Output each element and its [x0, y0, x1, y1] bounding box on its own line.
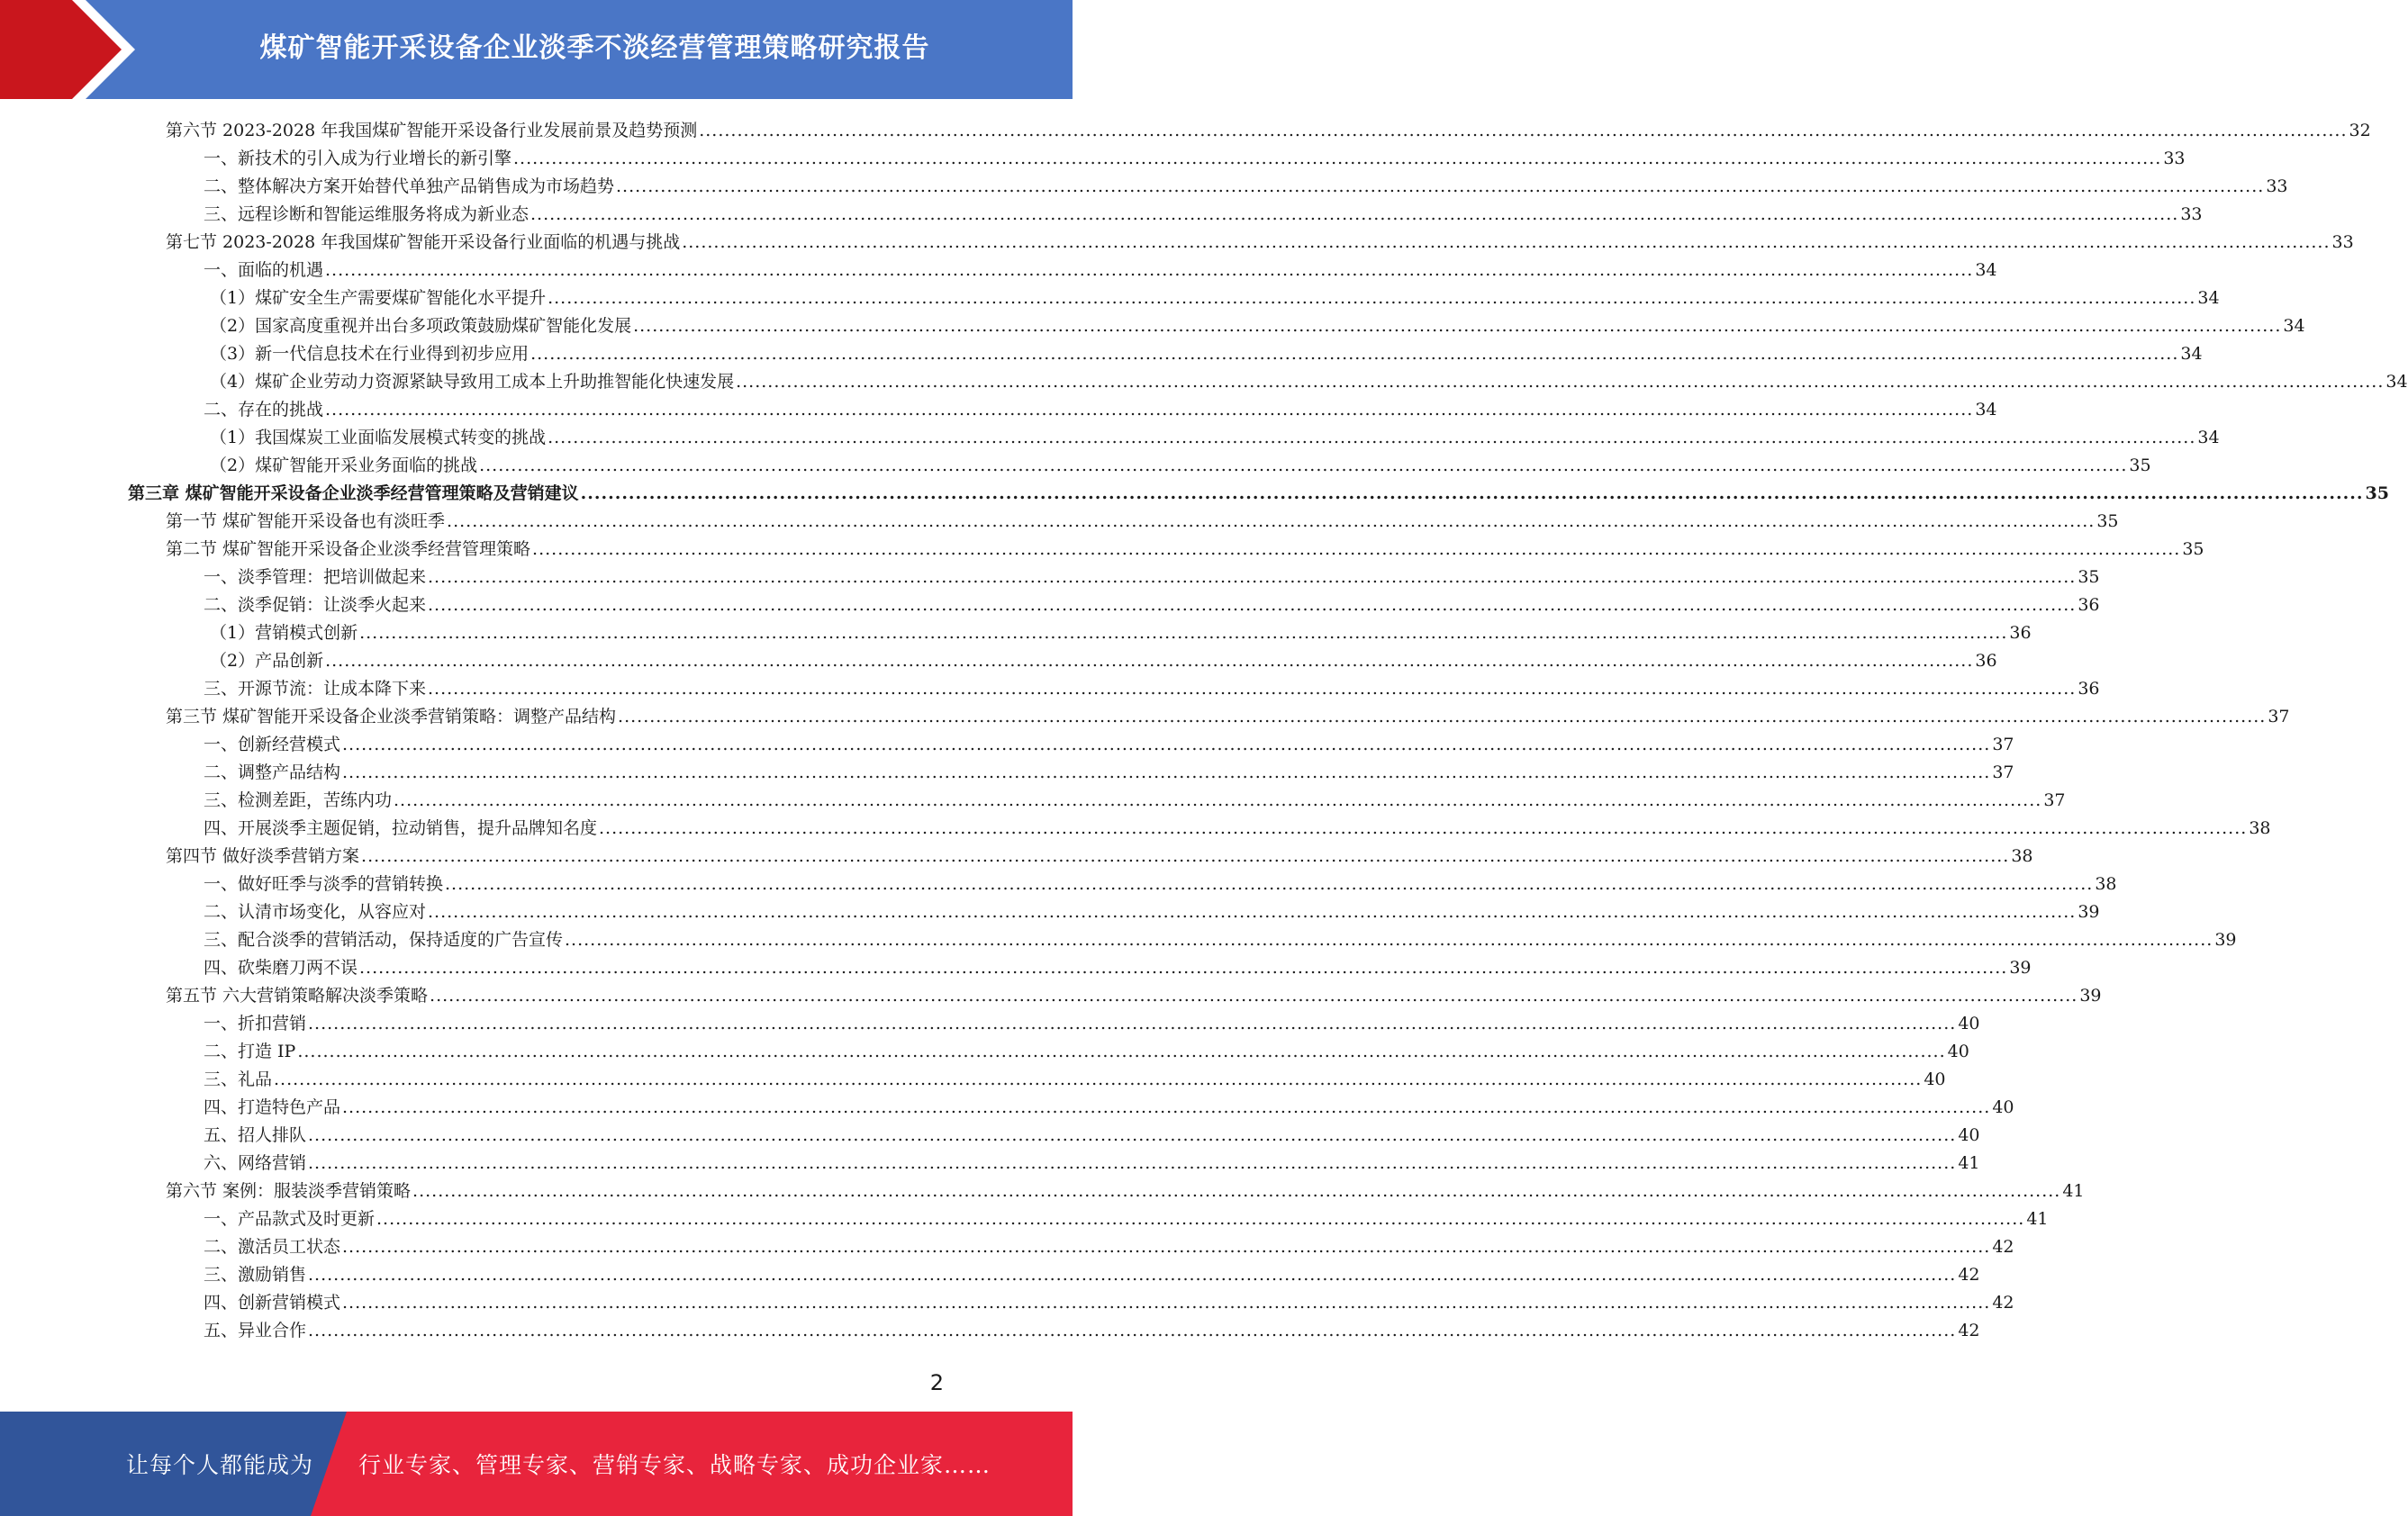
toc-entry-page: 40: [1992, 1097, 2014, 1117]
toc-entry[interactable]: [166, 113, 2371, 141]
toc-entry-title: 四、打造特色产品: [204, 1097, 341, 1117]
toc-entry[interactable]: [210, 448, 2151, 476]
toc-entry-title: （4）煤矿企业劳动力资源紧缺导致用工成本上升助推智能化快速发展: [210, 372, 735, 392]
toc-dot-leader: ....................................................................................................................................................................................................................................................................: [376, 1209, 2025, 1229]
toc-entry-page: 40: [1958, 1014, 1980, 1033]
toc-entry[interactable]: [204, 672, 2100, 699]
toc-entry[interactable]: [210, 309, 2305, 337]
toc-entry[interactable]: [166, 225, 2354, 253]
toc-entry[interactable]: [166, 979, 2102, 1006]
toc-entry[interactable]: [204, 169, 2288, 197]
toc-dot-leader: ....................................................................................................................................................................................................................................................................: [361, 846, 2010, 866]
toc-entry-title: 一、淡季管理：把培训做起来: [204, 567, 427, 587]
toc-entry[interactable]: [204, 141, 2186, 169]
toc-entry-title: （1）营销模式创新: [210, 623, 358, 643]
toc-entry-page: 40: [1924, 1069, 1946, 1089]
toc-entry-title: （2）产品创新: [210, 651, 324, 671]
toc-dot-leader: ....................................................................................................................................................................................................................................................................: [412, 1181, 2061, 1201]
toc-entry-title: 第五节 六大营销策略解决淡季策略: [166, 986, 429, 1006]
toc-dot-leader: ....................................................................................................................................................................................................................................................................: [325, 651, 1974, 671]
toc-entry-page: 42: [1992, 1293, 2014, 1313]
toc-entry-page: 39: [2079, 986, 2102, 1006]
toc-entry-title: 二、淡季促销：让淡季火起来: [204, 595, 427, 615]
toc-entry[interactable]: [204, 895, 2100, 923]
toc-entry[interactable]: [128, 476, 2389, 504]
toc-entry-title: 第三节 煤矿智能开采设备企业淡季营销策略：调整产品结构: [166, 707, 617, 726]
toc-dot-leader: ....................................................................................................................................................................................................................................................................: [616, 176, 2265, 196]
toc-entry-page: 42: [1992, 1237, 2014, 1257]
toc-entry-title: （2）煤矿智能开采业务面临的挑战: [210, 456, 478, 475]
toc-entry-title: 一、做好旺季与淡季的营销转换: [204, 874, 444, 894]
header-arrow-decoration: [0, 0, 135, 99]
toc-dot-leader: ....................................................................................................................................................................................................................................................................: [633, 316, 2282, 336]
toc-entry-page: 40: [1958, 1125, 1980, 1145]
toc-dot-leader: ....................................................................................................................................................................................................................................................................: [445, 874, 2094, 894]
toc-entry-title: 五、招人排队: [204, 1125, 307, 1145]
toc-entry[interactable]: [204, 811, 2271, 839]
toc-entry-page: 39: [2009, 958, 2032, 978]
toc-entry-title: 三、配合淡季的营销活动，保持适度的广告宣传: [204, 930, 564, 950]
toc-dot-leader: ....................................................................................................................................................................................................................................................................: [682, 232, 2331, 252]
toc-dot-leader: ....................................................................................................................................................................................................................................................................: [580, 483, 2364, 503]
toc-entry[interactable]: [204, 1313, 1980, 1341]
toc-entry-title: 第三章 煤矿智能开采设备企业淡季经营管理策略及营销建议: [128, 483, 579, 503]
toc-entry[interactable]: [204, 560, 2100, 588]
toc-entry-page: 37: [2043, 790, 2066, 810]
toc-dot-leader: ....................................................................................................................................................................................................................................................................: [599, 818, 2248, 838]
toc-entry-page: 38: [2249, 818, 2271, 838]
toc-dot-leader: ....................................................................................................................................................................................................................................................................: [342, 735, 1991, 754]
toc-entry-page: 36: [1975, 651, 1997, 671]
toc-entry-title: 第六节 案例：服装淡季营销策略: [166, 1181, 412, 1201]
toc-dot-leader: ....................................................................................................................................................................................................................................................................: [548, 428, 2196, 447]
toc-entry-page: 35: [2365, 483, 2389, 503]
toc-entry[interactable]: [204, 951, 2032, 979]
toc-entry-page: 36: [2009, 623, 2032, 643]
toc-entry-title: 一、面临的机遇: [204, 260, 324, 280]
toc-dot-leader: ....................................................................................................................................................................................................................................................................: [359, 623, 2008, 643]
toc-entry[interactable]: [204, 923, 2237, 951]
toc-dot-leader: ....................................................................................................................................................................................................................................................................: [342, 1293, 1991, 1313]
toc-entry[interactable]: [204, 1034, 1969, 1062]
toc-entry-page: 33: [2331, 232, 2354, 252]
toc-dot-leader: ....................................................................................................................................................................................................................................................................: [548, 288, 2196, 308]
toc-entry[interactable]: [204, 755, 2014, 783]
toc-entry[interactable]: [204, 588, 2100, 616]
toc-dot-leader: ....................................................................................................................................................................................................................................................................: [274, 1069, 1923, 1089]
page-number: 2: [929, 1370, 944, 1395]
toc-entry-page: 40: [1947, 1042, 1969, 1061]
toc-entry-title: 二、打造 IP: [204, 1042, 296, 1061]
toc-dot-leader: ....................................................................................................................................................................................................................................................................: [532, 539, 2181, 559]
toc-entry-page: 33: [2266, 176, 2288, 196]
toc-entry-title: 第六节 2023-2028 年我国煤矿智能开采设备行业发展前景及趋势预测: [166, 121, 698, 140]
toc-entry-page: 41: [2026, 1209, 2049, 1229]
toc-entry[interactable]: [210, 365, 2408, 393]
toc-entry-title: 第一节 煤矿智能开采设备也有淡旺季: [166, 511, 446, 531]
toc-entry[interactable]: [166, 532, 2204, 560]
toc-entry-title: （2）国家高度重视并出台多项政策鼓励煤矿智能化发展: [210, 316, 632, 336]
toc-entry-title: 六、网络营销: [204, 1153, 307, 1173]
toc-entry-title: （3）新一代信息技术在行业得到初步应用: [210, 344, 530, 364]
toc-dot-leader: ....................................................................................................................................................................................................................................................................: [430, 986, 2078, 1006]
footer-slogan-left: 让每个人都能成为: [126, 1452, 314, 1478]
toc-entry-page: 42: [1958, 1265, 1980, 1285]
toc-entry[interactable]: [204, 1230, 2014, 1258]
toc-entry-title: 二、调整产品结构: [204, 763, 341, 782]
toc-entry-page: 34: [2180, 344, 2203, 364]
toc-entry-page: 37: [1992, 763, 2014, 782]
toc-dot-leader: ....................................................................................................................................................................................................................................................................: [342, 1097, 1991, 1117]
toc-entry[interactable]: [210, 644, 1997, 672]
toc-dot-leader: ....................................................................................................................................................................................................................................................................: [428, 567, 2077, 587]
toc-entry-title: 一、折扣营销: [204, 1014, 307, 1033]
toc-entry-page: 34: [2197, 288, 2220, 308]
toc-dot-leader: ....................................................................................................................................................................................................................................................................: [342, 1237, 1991, 1257]
toc-entry[interactable]: [166, 1174, 2085, 1202]
toc-entry-page: 41: [1958, 1153, 1980, 1173]
toc-entry[interactable]: [204, 1118, 1980, 1146]
toc-entry-page: 38: [2011, 846, 2033, 866]
toc-dot-leader: ....................................................................................................................................................................................................................................................................: [428, 595, 2077, 615]
toc-entry[interactable]: [166, 504, 2119, 532]
toc-dot-leader: ....................................................................................................................................................................................................................................................................: [325, 260, 1974, 280]
toc-entry-title: （1）煤矿安全生产需要煤矿智能化水平提升: [210, 288, 547, 308]
toc-dot-leader: ....................................................................................................................................................................................................................................................................: [428, 679, 2077, 699]
toc-entry[interactable]: [204, 1286, 2014, 1313]
toc-entry-page: 33: [2163, 149, 2186, 168]
toc-dot-leader: ....................................................................................................................................................................................................................................................................: [530, 204, 2179, 224]
toc-entry[interactable]: [204, 197, 2203, 225]
toc-dot-leader: ....................................................................................................................................................................................................................................................................: [308, 1265, 1957, 1285]
toc-entry-page: 34: [2283, 316, 2305, 336]
footer-slogan-right: 行业专家、管理专家、营销专家、战略专家、成功企业家……: [358, 1452, 991, 1478]
toc-entry[interactable]: [204, 1146, 1980, 1174]
toc-dot-leader: ....................................................................................................................................................................................................................................................................: [530, 344, 2179, 364]
toc-entry-page: 38: [2095, 874, 2117, 894]
toc-dot-leader: ....................................................................................................................................................................................................................................................................: [618, 707, 2267, 726]
toc-entry-page: 33: [2180, 204, 2203, 224]
toc-entry-page: 35: [2129, 456, 2151, 475]
toc-dot-leader: ....................................................................................................................................................................................................................................................................: [699, 121, 2348, 140]
toc-entry-title: 四、创新营销模式: [204, 1293, 341, 1313]
toc-entry-title: 第二节 煤矿智能开采设备企业淡季经营管理策略: [166, 539, 531, 559]
toc-entry-title: 三、礼品: [204, 1069, 273, 1089]
toc-entry-page: 34: [2197, 428, 2220, 447]
toc-entry-title: 一、产品款式及时更新: [204, 1209, 376, 1229]
toc-entry-title: 三、检测差距，苦练内功: [204, 790, 393, 810]
toc-entry-page: 37: [1992, 735, 2014, 754]
toc-entry-page: 41: [2062, 1181, 2085, 1201]
toc-dot-leader: ....................................................................................................................................................................................................................................................................: [428, 902, 2077, 922]
toc-entry-title: 一、创新经营模式: [204, 735, 341, 754]
toc-entry-page: 35: [2182, 539, 2204, 559]
toc-dot-leader: ....................................................................................................................................................................................................................................................................: [308, 1321, 1957, 1340]
toc-entry-title: 三、远程诊断和智能运维服务将成为新业态: [204, 204, 530, 224]
toc-entry[interactable]: [204, 867, 2117, 895]
toc-entry[interactable]: [166, 699, 2290, 727]
toc-entry-page: 37: [2268, 707, 2290, 726]
toc-entry-page: 35: [2078, 567, 2100, 587]
toc-entry-page: 34: [2385, 372, 2408, 392]
toc-dot-leader: ....................................................................................................................................................................................................................................................................: [447, 511, 2096, 531]
toc-entry-title: 二、认清市场变化，从容应对: [204, 902, 427, 922]
toc-entry[interactable]: [210, 420, 2220, 448]
toc-entry[interactable]: [204, 783, 2066, 811]
toc-entry-title: 五、异业合作: [204, 1321, 307, 1340]
toc-entry-page: 39: [2078, 902, 2100, 922]
toc-entry[interactable]: [204, 1258, 1980, 1286]
toc-dot-leader: ....................................................................................................................................................................................................................................................................: [736, 372, 2385, 392]
report-title: 煤矿智能开采设备企业淡季不淡经营管理策略研究报告: [259, 32, 930, 64]
toc-dot-leader: ....................................................................................................................................................................................................................................................................: [308, 1014, 1957, 1033]
toc-dot-leader: ....................................................................................................................................................................................................................................................................: [394, 790, 2042, 810]
toc-entry[interactable]: [204, 1062, 1946, 1090]
toc-entry-title: 三、激励销售: [204, 1265, 307, 1285]
toc-entry[interactable]: [210, 616, 2032, 644]
toc-entry-title: 四、砍柴磨刀两不误: [204, 958, 358, 978]
toc-entry[interactable]: [204, 727, 2014, 755]
toc-entry-page: 39: [2214, 930, 2237, 950]
toc-entry-title: 第七节 2023-2028 年我国煤矿智能开采设备行业面临的机遇与挑战: [166, 232, 681, 252]
toc-entry-page: 42: [1958, 1321, 1980, 1340]
toc-dot-leader: ....................................................................................................................................................................................................................................................................: [565, 930, 2213, 950]
toc-dot-leader: ....................................................................................................................................................................................................................................................................: [308, 1153, 1957, 1173]
toc-entry[interactable]: [204, 1090, 2014, 1118]
toc-entry-title: 第四节 做好淡季营销方案: [166, 846, 360, 866]
toc-entry-title: 三、开源节流：让成本降下来: [204, 679, 427, 699]
toc-dot-leader: ....................................................................................................................................................................................................................................................................: [342, 763, 1991, 782]
toc-entry[interactable]: [204, 1006, 1980, 1034]
toc-dot-leader: ....................................................................................................................................................................................................................................................................: [479, 456, 2128, 475]
toc-entry-title: 一、新技术的引入成为行业增长的新引擎: [204, 149, 512, 168]
toc-dot-leader: ....................................................................................................................................................................................................................................................................: [297, 1042, 1946, 1061]
toc-entry[interactable]: [210, 337, 2203, 365]
toc-dot-leader: ....................................................................................................................................................................................................................................................................: [359, 958, 2008, 978]
toc-entry-title: 二、整体解决方案开始替代单独产品销售成为市场趋势: [204, 176, 615, 196]
toc-dot-leader: ....................................................................................................................................................................................................................................................................: [325, 400, 1974, 420]
toc-entry-page: 34: [1975, 400, 1997, 420]
toc-entry-page: 36: [2078, 679, 2100, 699]
toc-entry[interactable]: [204, 1202, 2049, 1230]
toc-dot-leader: ....................................................................................................................................................................................................................................................................: [308, 1125, 1957, 1145]
report-footer: [0, 1412, 1073, 1516]
toc-entry-title: 四、开展淡季主题促销，拉动销售，提升品牌知名度: [204, 818, 598, 838]
toc-entry[interactable]: [210, 281, 2220, 309]
toc-entry-page: 36: [2078, 595, 2100, 615]
toc-entry-page: 32: [2349, 121, 2371, 140]
report-header: [0, 0, 1073, 99]
toc-entry[interactable]: [166, 839, 2033, 867]
toc-entry-page: 35: [2096, 511, 2119, 531]
toc-entry[interactable]: [204, 253, 1997, 281]
toc-entry[interactable]: [204, 393, 1997, 420]
toc-dot-leader: ....................................................................................................................................................................................................................................................................: [513, 149, 2162, 168]
toc-entry-title: （1）我国煤炭工业面临发展模式转变的挑战: [210, 428, 547, 447]
toc-entry-title: 二、激活员工状态: [204, 1237, 341, 1257]
toc-entry-title: 二、存在的挑战: [204, 400, 324, 420]
toc-entry-page: 34: [1975, 260, 1997, 280]
